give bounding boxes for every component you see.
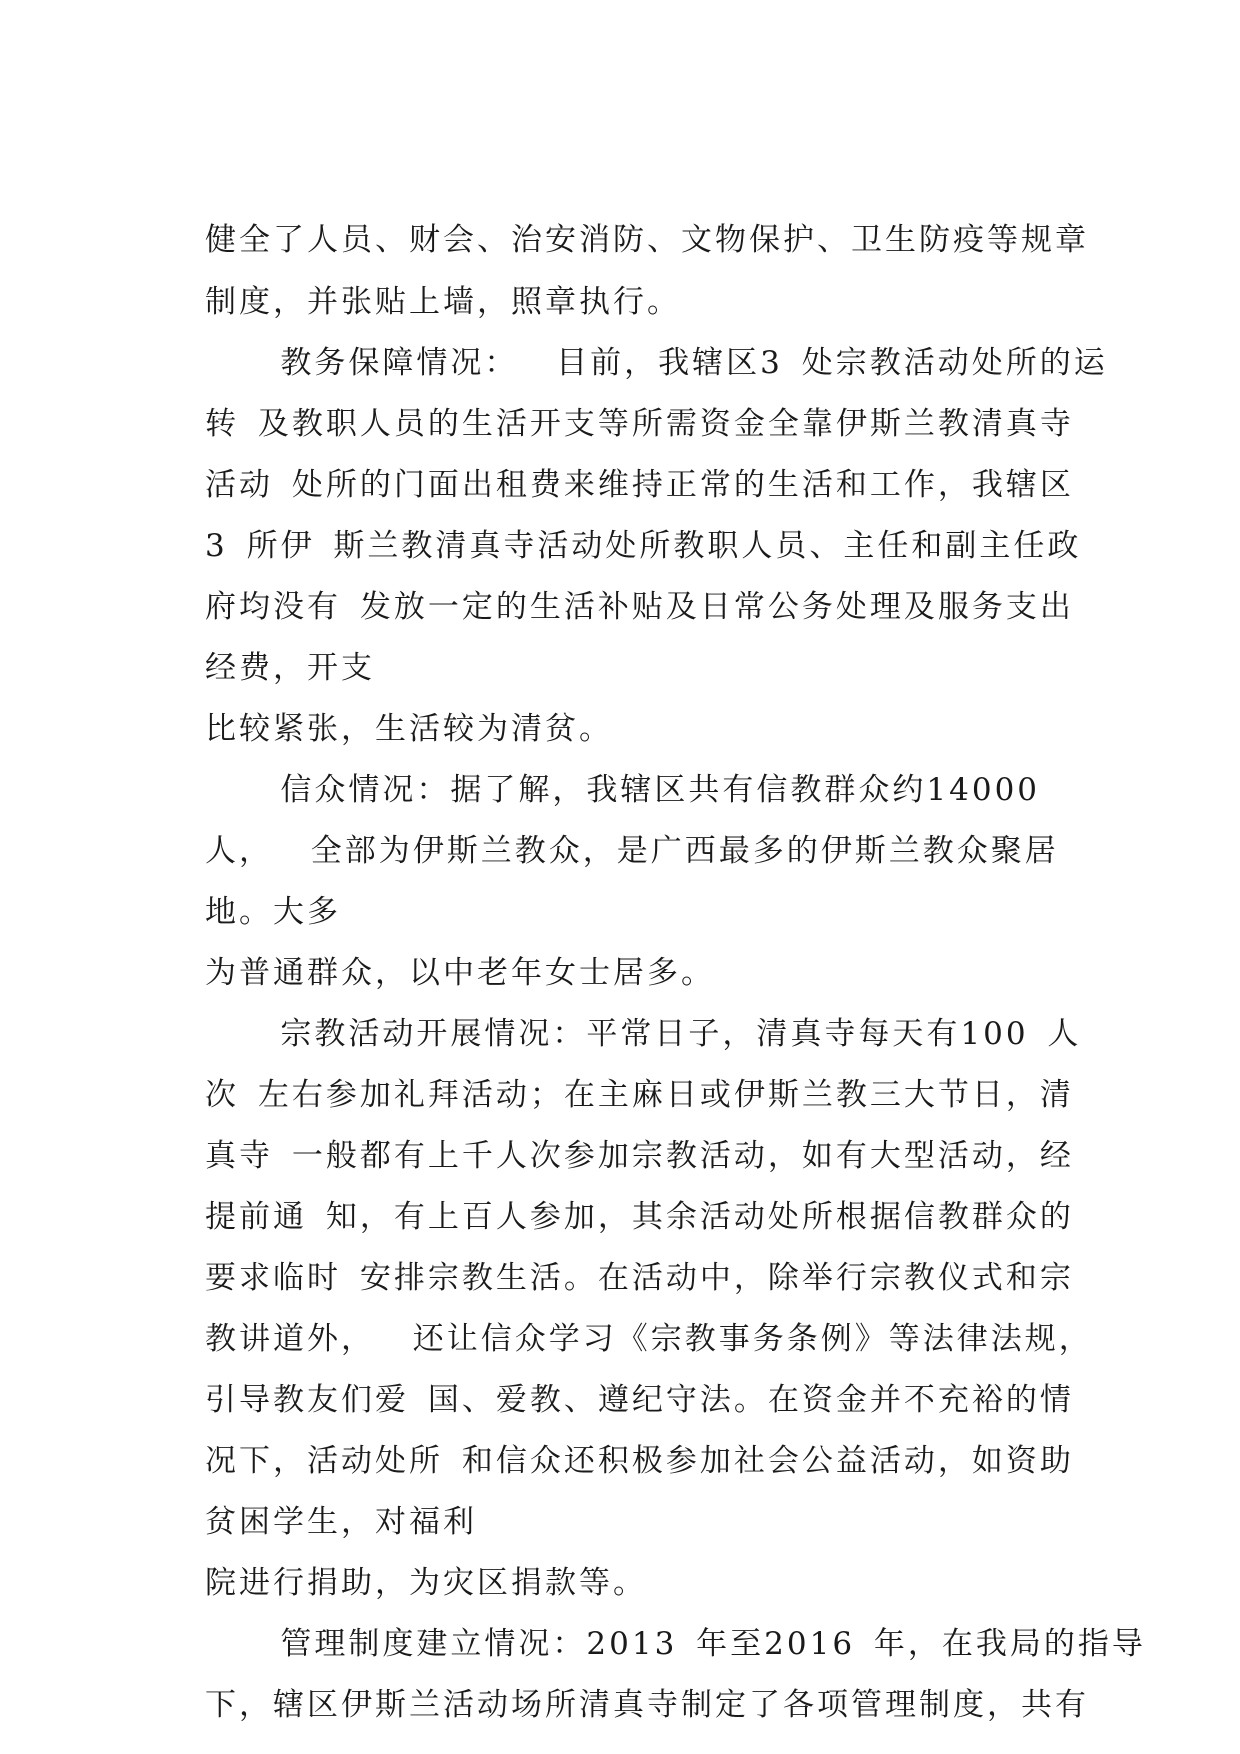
text-line: 下，辖区伊斯兰活动场所清真寺制定了各项管理制度，共有 [205, 1687, 1089, 1723]
text-line: 真寺 一般都有上千人次参加宗教活动，如有大型活动，经 [205, 1138, 1074, 1174]
text-line: 况下，活动处所 和信众还积极参加社会公益活动，如资助 [205, 1443, 1074, 1479]
text-line: 为普通群众，以中老年女士居多。 [205, 955, 715, 991]
text-line: 提前通 知，有上百人参加，其余活动处所根据信教群众的 [205, 1199, 1074, 1235]
text-line: 引导教友们爱 国、爱教、遵纪守法。在资金并不充裕的情 [205, 1382, 1074, 1418]
text-line: 院进行捐助，为灾区捐款等。 [205, 1565, 647, 1601]
text-line: 次 左右参加礼拜活动；在主麻日或伊斯兰教三大节日，清 [205, 1077, 1074, 1113]
text-line: 教务保障情况： 目前，我辖区3 处宗教活动处所的运 [205, 345, 1108, 381]
text-line: 要求临时 安排宗教生活。在活动中，除举行宗教仪式和宗 [205, 1260, 1074, 1296]
text-line: 信众情况：据了解，我辖区共有信教群众约14000 [205, 772, 1041, 808]
text-line: 人， 全部为伊斯兰教众，是广西最多的伊斯兰教众聚居 [205, 833, 1059, 869]
text-line: 转 及教职人员的生活开支等所需资金全靠伊斯兰教清真寺 [205, 406, 1074, 442]
text-line: 经费，开支 [205, 650, 375, 686]
text-line: 府均没有 发放一定的生活补贴及日常公务处理及服务支出 [205, 589, 1074, 625]
text-line: 管理制度建立情况：2013 年至2016 年，在我局的指导 [205, 1626, 1146, 1662]
text-line: 活动 处所的门面出租费来维持正常的生活和工作，我辖区 [205, 467, 1074, 503]
text-line: 宗教活动开展情况：平常日子，清真寺每天有100 人 [205, 1016, 1082, 1052]
text-line: 健全了人员、财会、治安消防、文物保护、卫生防疫等规章 [205, 222, 1089, 258]
text-line: 3 所伊 斯兰教清真寺活动处所教职人员、主任和副主任政 [205, 528, 1082, 564]
text-line: 教讲道外， 还让信众学习《宗教事务条例》等法律法规， [205, 1321, 1093, 1357]
text-line: 贫困学生，对福利 [205, 1504, 477, 1540]
text-line: 地。大多 [205, 894, 341, 930]
text-line: 比较紧张，生活较为清贫。 [205, 711, 613, 747]
text-line: 制度，并张贴上墙，照章执行。 [205, 284, 681, 320]
